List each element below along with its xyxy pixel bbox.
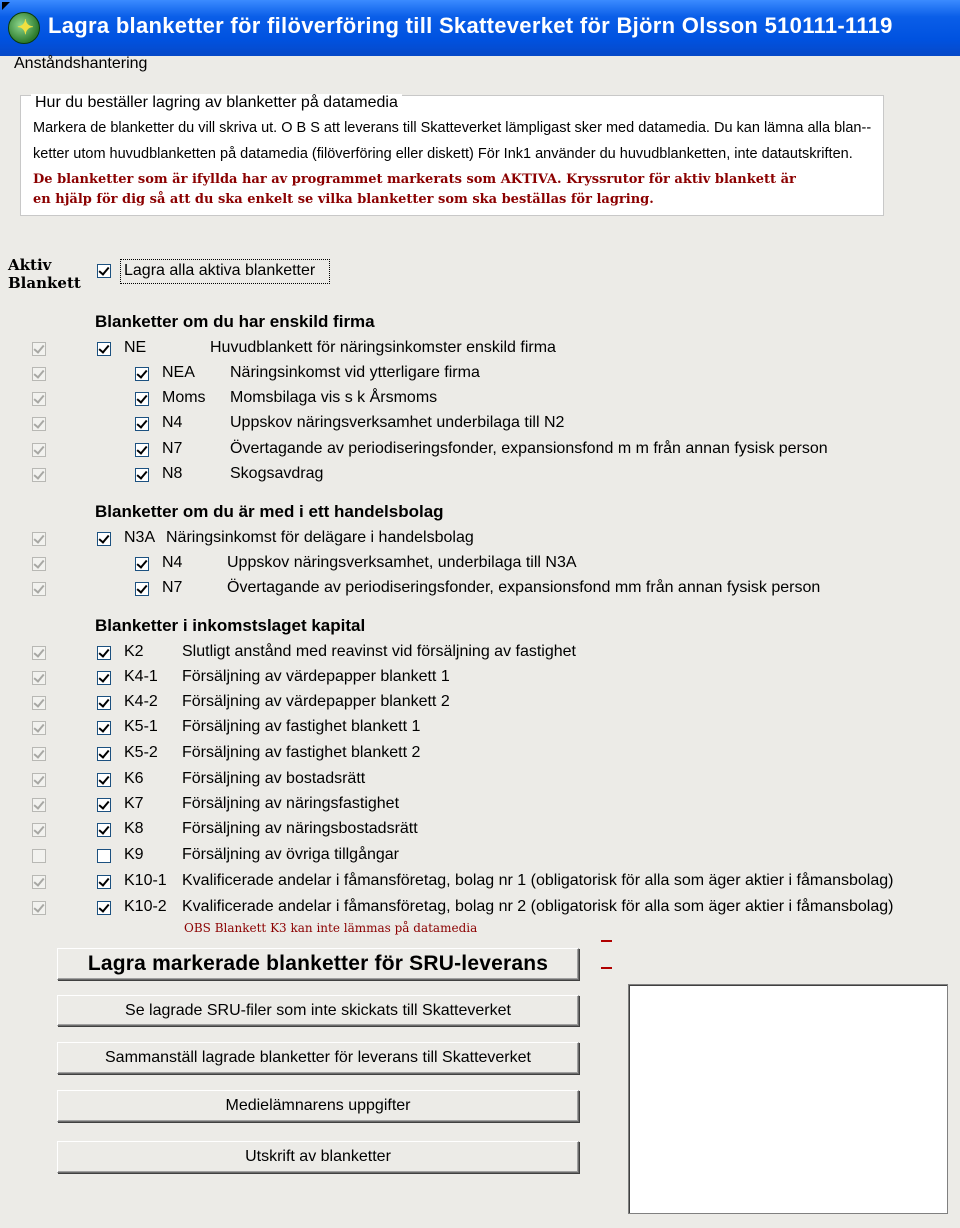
aktiv-indicator-k4-1 — [32, 671, 46, 685]
aktiv-blankett-heading — [8, 256, 81, 292]
provider-info-label: Medielämnarens uppgifter — [225, 1097, 411, 1114]
form-description: Näringsinkomst vid ytterligare firma — [230, 364, 480, 381]
menu-item-anstand[interactable]: Anståndshantering — [14, 55, 148, 72]
aktiv-indicator-k4-2 — [32, 696, 46, 710]
checkbox-kapital-k4-1[interactable] — [97, 671, 111, 685]
aktiv-indicator-n4 — [32, 417, 46, 431]
form-code[interactable]: NEA — [162, 364, 195, 381]
save-all-label[interactable]: Lagra alla aktiva blanketter — [124, 262, 316, 279]
checkbox-firma-ne[interactable] — [97, 342, 111, 356]
form-code[interactable]: K4-2 — [124, 693, 158, 710]
checkbox-kapital-k8[interactable] — [97, 823, 111, 837]
form-code[interactable]: N7 — [162, 440, 183, 457]
checkbox-firma-nea[interactable] — [135, 367, 149, 381]
provider-info-button[interactable] — [57, 1090, 579, 1122]
form-description: Övertagande av periodiseringsfonder, expansionsfond mm från annan fysisk person — [227, 579, 821, 596]
checkbox-firma-n8[interactable] — [135, 468, 149, 482]
print-button[interactable] — [57, 1141, 579, 1173]
checkbox-kapital-k10-1[interactable] — [97, 875, 111, 889]
compile-label: Sammanställ lagrade blanketter för leverans till Skatteverket — [105, 1049, 531, 1066]
form-code[interactable]: N4 — [162, 414, 183, 431]
checkbox-handel-n7[interactable] — [135, 582, 149, 596]
checkbox-kapital-k5-1[interactable] — [97, 721, 111, 735]
aktiv-indicator-k7 — [32, 798, 46, 812]
view-saved-button[interactable] — [57, 995, 579, 1026]
form-code[interactable]: K10-1 — [124, 872, 167, 889]
checkbox-kapital-k9[interactable] — [97, 849, 111, 863]
info-line-1: Markera de blanketter du vill skriva ut. O B S att leverans till Skatteverket lämpligast sker med datamedia. Du kan lämna alla blan-- — [33, 120, 872, 136]
form-description: Kvalificerade andelar i fåmansföretag, bolag nr 2 (obligatorisk för alla som äger aktier i fåmansbolag) — [182, 898, 894, 915]
aktiv-indicator-n3a — [32, 532, 46, 546]
obs-note: OBS Blankett K3 kan inte lämmas på datamedia — [184, 921, 478, 935]
checkbox-firma-moms[interactable] — [135, 392, 149, 406]
form-description: Uppskov näringsverksamhet, underbilaga till N3A — [227, 554, 577, 571]
red-dash-1 — [601, 940, 612, 942]
form-description: Försäljning av bostadsrätt — [182, 770, 366, 787]
form-description: Försäljning av näringsbostadsrätt — [182, 820, 418, 837]
aktiv-indicator-k9 — [32, 849, 46, 863]
form-description: Skogsavdrag — [230, 465, 324, 482]
form-description: Försäljning av övriga tillgångar — [182, 846, 399, 863]
form-code[interactable]: NE — [124, 339, 147, 356]
red-dash-2 — [601, 967, 612, 969]
checkbox-kapital-k2[interactable] — [97, 646, 111, 660]
form-description: Försäljning av fastighet blankett 1 — [182, 718, 421, 735]
aktiv-indicator-n7 — [32, 443, 46, 457]
form-description: Försäljning av näringsfastighet — [182, 795, 400, 812]
form-code[interactable]: K7 — [124, 795, 144, 812]
form-code[interactable]: K8 — [124, 820, 144, 837]
aktiv-line-2: Blankett — [8, 274, 81, 292]
form-code[interactable]: N8 — [162, 465, 183, 482]
window-title: Lagra blanketter för filöverföring till Skatteverket för Björn Olsson 510111-1119 — [48, 13, 893, 38]
form-code[interactable]: Moms — [162, 389, 206, 406]
title-bar[interactable] — [0, 0, 960, 56]
form-code[interactable]: K2 — [124, 643, 144, 660]
aktiv-line-1: Aktiv — [8, 256, 52, 274]
aktiv-indicator-n8 — [32, 468, 46, 482]
form-description: Slutligt anstånd med reavinst vid försäljning av fastighet — [182, 643, 576, 660]
corner-marker — [2, 2, 10, 10]
form-code[interactable]: K5-2 — [124, 744, 158, 761]
form-description: Försäljning av värdepapper blankett 2 — [182, 693, 450, 710]
checkbox-firma-n7[interactable] — [135, 443, 149, 457]
output-listbox[interactable] — [628, 984, 948, 1214]
save-all-checkbox[interactable] — [97, 264, 111, 278]
checkbox-kapital-k6[interactable] — [97, 773, 111, 787]
app-tree-icon[interactable]: ✦ — [8, 12, 40, 44]
section-kapital: Blanketter i inkomstslaget kapital — [95, 616, 366, 635]
save-marked-button[interactable] — [57, 948, 579, 980]
info-red-line-2: en hjälp för dig så att du ska enkelt se vilka blanketter som ska beställas för lagring. — [33, 192, 654, 207]
form-description: Momsbilaga vis s k Årsmoms — [230, 389, 438, 406]
info-line-2: ketter utom huvudblanketten på datamedia (filöverföring eller diskett) För Ink1 använder du huvudblanketten, inte datautskriften. — [33, 146, 853, 162]
aktiv-indicator-moms — [32, 392, 46, 406]
form-code[interactable]: K10-2 — [124, 898, 167, 915]
aktiv-indicator-k6 — [32, 773, 46, 787]
save-marked-label: Lagra markerade blanketter för SRU-leverans — [87, 952, 549, 975]
form-description: Övertagande av periodiseringsfonder, expansionsfond m m från annan fysisk person — [230, 440, 828, 457]
aktiv-indicator-k5-1 — [32, 721, 46, 735]
aktiv-indicator-n4 — [32, 557, 46, 571]
form-code[interactable]: K5-1 — [124, 718, 158, 735]
form-code[interactable]: N4 — [162, 554, 183, 571]
form-description: Huvudblankett för näringsinkomster enskild firma — [210, 339, 556, 356]
compile-button[interactable] — [57, 1042, 579, 1074]
checkbox-kapital-k5-2[interactable] — [97, 747, 111, 761]
form-code[interactable]: K9 — [124, 846, 144, 863]
checkbox-kapital-k10-2[interactable] — [97, 901, 111, 915]
aktiv-indicator-nea — [32, 367, 46, 381]
aktiv-indicator-k2 — [32, 646, 46, 660]
section-handel: Blanketter om du är med i ett handelsbolag — [95, 502, 444, 521]
aktiv-indicator-k8 — [32, 823, 46, 837]
form-description: Försäljning av värdepapper blankett 1 — [182, 668, 450, 685]
checkbox-kapital-k7[interactable] — [97, 798, 111, 812]
form-code[interactable]: K6 — [124, 770, 144, 787]
info-groupbox — [20, 95, 884, 216]
checkbox-firma-n4[interactable] — [135, 417, 149, 431]
checkbox-handel-n3a[interactable] — [97, 532, 111, 546]
aktiv-indicator-k10-2 — [32, 901, 46, 915]
info-red-line-1: De blanketter som är ifyllda har av programmet markerats som AKTIVA. Kryssrutor för aktiv blankett är — [33, 172, 796, 187]
form-description: Uppskov näringsverksamhet underbilaga till N2 — [230, 414, 565, 431]
aktiv-indicator-n7 — [32, 582, 46, 596]
view-saved-label: Se lagrade SRU-filer som inte skickats till Skatteverket — [125, 1002, 511, 1019]
aktiv-indicator-ne — [32, 342, 46, 356]
checkbox-handel-n4[interactable] — [135, 557, 149, 571]
form-code[interactable]: N3A — [124, 529, 156, 546]
form-description: Kvalificerade andelar i fåmansföretag, bolag nr 1 (obligatorisk för alla som äger aktier i fåmansbolag) — [182, 872, 894, 889]
print-label: Utskrift av blanketter — [245, 1148, 391, 1165]
aktiv-indicator-k10-1 — [32, 875, 46, 889]
info-legend: Hur du beställer lagring av blanketter på datamedia — [31, 94, 402, 112]
aktiv-indicator-k5-2 — [32, 747, 46, 761]
checkbox-kapital-k4-2[interactable] — [97, 696, 111, 710]
form-description: Näringsinkomst för delägare i handelsbolag — [166, 529, 474, 546]
form-code[interactable]: K4-1 — [124, 668, 158, 685]
section-firma: Blanketter om du har enskild firma — [95, 312, 375, 331]
form-description: Försäljning av fastighet blankett 2 — [182, 744, 421, 761]
form-code[interactable]: N7 — [162, 579, 183, 596]
